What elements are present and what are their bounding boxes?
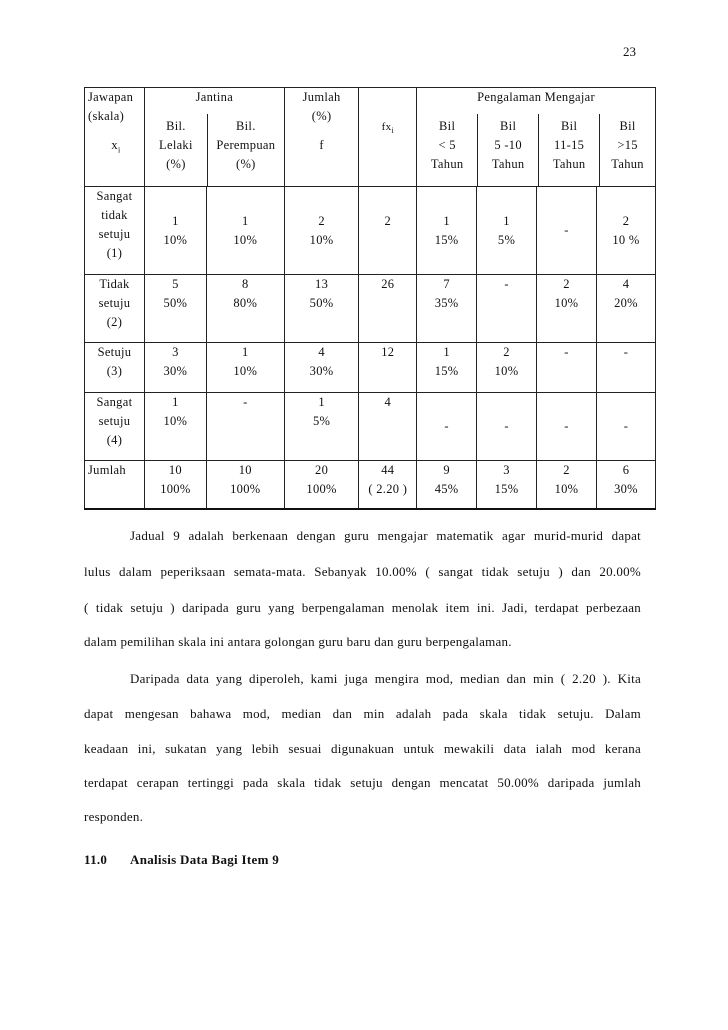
table-row <box>85 343 656 393</box>
row-label: Sangat tidak setuju (1) <box>85 187 145 275</box>
header-bil-5-10: Bil 5 -10 Tahun <box>478 114 539 186</box>
cell-gt15: 2 10 % <box>596 187 655 275</box>
cell-fx: 26 <box>359 275 417 343</box>
paragraph-1-line-1: Jadual 9 adalah berkenaan dengan guru mengajar matematik agar murid-murid dapat <box>130 528 641 543</box>
cell-fx: 12 <box>359 343 417 393</box>
cell-jumlah: 20 100% <box>284 461 359 509</box>
header-bil-gt15: Bil >15 Tahun <box>611 119 644 171</box>
header-bil-lelaki: Bil. Lelaki (%) <box>145 114 208 186</box>
table-header-row <box>85 88 656 187</box>
table-total-row <box>85 461 656 509</box>
header-fx: $fx_i$ <box>359 88 417 187</box>
cell-5-10: - <box>477 275 537 343</box>
header-bil-perempuan: Bil. Perempuan (%) <box>216 119 276 171</box>
cell-fx: 4 <box>359 393 417 461</box>
paragraph-2-line-1: Daripada data yang diperoleh, kami juga mengira mod, median dan min ( 2.20 ). Kita <box>130 671 641 686</box>
cell-11-15: - <box>537 187 597 275</box>
cell-lt5: - <box>417 393 477 461</box>
row-label: Setuju (3) <box>85 343 145 393</box>
cell-perempuan: - <box>206 393 284 461</box>
cell-11-15: 2 10% <box>537 275 597 343</box>
table-row <box>85 275 656 343</box>
cell-5-10: 1 5% <box>477 187 537 275</box>
paragraph-2-line-2: dapat mengesan bahawa mod, median dan min adalah pada skala tidak setuju. Dalam <box>84 706 641 721</box>
header-jawapan: Jawapan (skala) $x_i$ <box>85 88 145 187</box>
header-pengalaman: Pengalaman Mengajar Bil < 5 Tahun Bil 5 -10 Tahun Bil 11-15 Tahun Bil >15 Tahun <box>417 88 656 187</box>
cell-jumlah: 2 10% <box>284 187 359 275</box>
cell-lelaki: 1 10% <box>144 187 206 275</box>
table-row <box>85 187 656 275</box>
cell-fx: 2 <box>359 187 417 275</box>
section-number: 11.0 <box>84 852 108 867</box>
table-row <box>85 393 656 461</box>
page-number: 23 <box>623 44 636 59</box>
cell-gt15: - <box>596 393 655 461</box>
cell-jumlah: 13 50% <box>284 275 359 343</box>
cell-fx: 44 ( 2.20 ) <box>359 461 417 509</box>
cell-perempuan: 8 80% <box>206 275 284 343</box>
cell-gt15: 4 20% <box>596 275 655 343</box>
cell-5-10: 3 15% <box>477 461 537 509</box>
cell-lt5: 1 15% <box>417 343 477 393</box>
cell-11-15: 2 10% <box>537 461 597 509</box>
header-jumlah: Jumlah (%) f <box>284 88 359 187</box>
row-label: Tidak setuju (2) <box>85 275 145 343</box>
header-bil-11-15: Bil 11-15 Tahun <box>539 114 600 186</box>
paragraph-2-line-4: terdapat cerapan tertinggi pada skala tidak setuju dengan mencatat 50.00% daripada jumlah <box>84 775 641 790</box>
cell-lt5: 1 15% <box>417 187 477 275</box>
cell-lt5: 7 35% <box>417 275 477 343</box>
cell-perempuan: 10 100% <box>206 461 284 509</box>
cell-perempuan: 1 10% <box>206 187 284 275</box>
section-title: Analisis Data Bagi Item 9 <box>130 852 280 867</box>
cell-gt15: 6 30% <box>596 461 655 509</box>
cell-11-15: - <box>537 393 597 461</box>
paragraph-1-line-4: dalam pemilihan skala ini antara golongan guru baru dan guru berpengalaman. <box>84 634 512 649</box>
paragraph-2-line-3: keadaan ini, sukatan yang lebih sesuai digunakuan untuk mewakili data ialah mod kerana <box>84 741 641 756</box>
cell-5-10: - <box>477 393 537 461</box>
cell-lelaki: 1 10% <box>144 393 206 461</box>
cell-lelaki: 10 100% <box>144 461 206 509</box>
cell-perempuan: 1 10% <box>206 343 284 393</box>
header-xi: $x_i$ <box>111 138 121 155</box>
section-heading <box>84 852 279 868</box>
header-bil-lt5: Bil < 5 Tahun <box>417 114 478 186</box>
data-table <box>84 87 656 510</box>
paragraph-1-line-2: lulus dalam peperiksaan semata-mata. Sebanyak 10.00% ( sangat tidak setuju ) dan 20.00% <box>84 564 641 579</box>
cell-lelaki: 3 30% <box>144 343 206 393</box>
paragraph-1-line-3: ( tidak setuju ) daripada guru yang berpengalaman menolak item ini. Jadi, terdapat perbezaan <box>84 600 641 615</box>
cell-jumlah: 1 5% <box>284 393 359 461</box>
row-label: Sangat setuju (4) <box>85 393 145 461</box>
row-label: Jumlah <box>85 461 145 509</box>
header-jantina: Jantina Bil. Lelaki (%) Bil. Perempuan (%) <box>144 88 284 187</box>
cell-jumlah: 4 30% <box>284 343 359 393</box>
cell-lt5: 9 45% <box>417 461 477 509</box>
cell-5-10: 2 10% <box>477 343 537 393</box>
cell-gt15: - <box>596 343 655 393</box>
cell-lelaki: 5 50% <box>144 275 206 343</box>
paragraph-2-line-5: responden. <box>84 809 144 824</box>
cell-11-15: - <box>537 343 597 393</box>
